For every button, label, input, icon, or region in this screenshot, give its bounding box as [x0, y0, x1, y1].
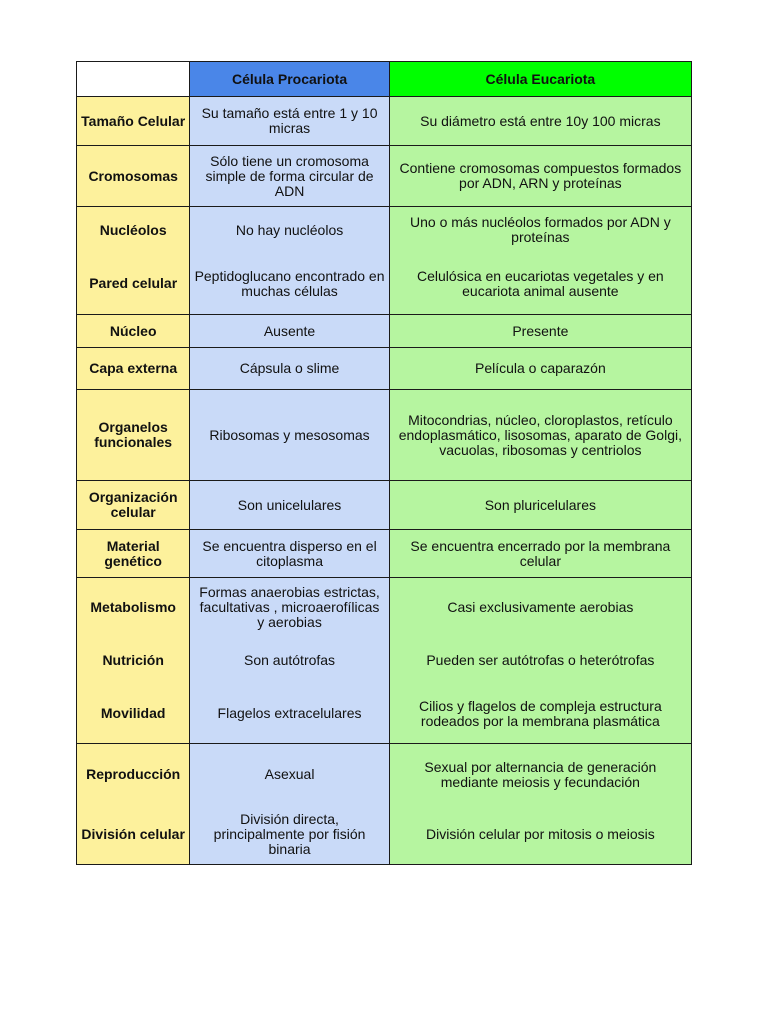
row-label: Cromosomas: [77, 146, 190, 207]
procariota-cell: Flagelos extracelulares: [190, 685, 389, 744]
procariota-cell: Asexual: [190, 744, 389, 806]
header-eucariota: Célula Eucariota: [389, 62, 691, 97]
table-row: [77, 806, 692, 865]
comparison-table: [76, 61, 692, 865]
eucariota-cell: Contiene cromosomas compuestos formados por ADN, ARN y proteínas: [389, 146, 691, 207]
eucariota-cell: Se encuentra encerrado por la membrana celular: [389, 530, 691, 578]
row-label: Movilidad: [77, 685, 190, 744]
header-corner-cell: [77, 62, 190, 97]
row-label: Pared celular: [77, 254, 190, 315]
row-label: Nutrición: [77, 637, 190, 685]
row-label: Metabolismo: [77, 578, 190, 637]
row-label: Capa externa: [77, 348, 190, 390]
row-label: Organelos funcionales: [77, 390, 190, 481]
eucariota-cell: Presente: [389, 315, 691, 348]
table-row: [77, 578, 692, 637]
eucariota-cell: Mitocondrias, núcleo, cloroplastos, retículo endoplasmático, lisosomas, aparato de Golgi, vacuolas, ribosomas y centriolos: [389, 390, 691, 481]
procariota-cell: Son autótrofas: [190, 637, 389, 685]
row-label: Reproducción: [77, 744, 190, 806]
table-row: [77, 744, 692, 806]
table-row: [77, 390, 692, 481]
procariota-cell: Peptidoglucano encontrado en muchas células: [190, 254, 389, 315]
row-label: Tamaño Celular: [77, 97, 190, 146]
eucariota-cell: Son pluricelulares: [389, 481, 691, 530]
row-label: Núcleo: [77, 315, 190, 348]
eucariota-cell: División celular por mitosis o meiosis: [389, 806, 691, 865]
table-row: [77, 685, 692, 744]
eucariota-cell: Pueden ser autótrofas o heterótrofas: [389, 637, 691, 685]
procariota-cell: Su tamaño está entre 1 y 10 micras: [190, 97, 389, 146]
table-row: [77, 637, 692, 685]
header-procariota: Célula Procariota: [190, 62, 389, 97]
procariota-cell: Cápsula o slime: [190, 348, 389, 390]
procariota-cell: Son unicelulares: [190, 481, 389, 530]
eucariota-cell: Su diámetro está entre 10y 100 micras: [389, 97, 691, 146]
procariota-cell: Ribosomas y mesosomas: [190, 390, 389, 481]
table-row: [77, 254, 692, 315]
table-row: [77, 481, 692, 530]
table-header-row: [77, 62, 692, 97]
eucariota-cell: Celulósica en eucariotas vegetales y en eucariota animal ausente: [389, 254, 691, 315]
procariota-cell: Sólo tiene un cromosoma simple de forma circular de ADN: [190, 146, 389, 207]
eucariota-cell: Película o caparazón: [389, 348, 691, 390]
procariota-cell: División directa, principalmente por fisión binaria: [190, 806, 389, 865]
table-row: [77, 97, 692, 146]
eucariota-cell: Casi exclusivamente aerobias: [389, 578, 691, 637]
row-label: Nucléolos: [77, 207, 190, 254]
table-row: [77, 315, 692, 348]
row-label: Material genético: [77, 530, 190, 578]
table-row: [77, 146, 692, 207]
procariota-cell: Formas anaerobias estrictas, facultativas , microaerofílicas y aerobias: [190, 578, 389, 637]
table-row: [77, 530, 692, 578]
procariota-cell: No hay nucléolos: [190, 207, 389, 254]
procariota-cell: Ausente: [190, 315, 389, 348]
table-row: [77, 348, 692, 390]
procariota-cell: Se encuentra disperso en el citoplasma: [190, 530, 389, 578]
eucariota-cell: Uno o más nucléolos formados por ADN y proteínas: [389, 207, 691, 254]
row-label: Organización celular: [77, 481, 190, 530]
table-row: [77, 207, 692, 254]
eucariota-cell: Cilios y flagelos de compleja estructura rodeados por la membrana plasmática: [389, 685, 691, 744]
eucariota-cell: Sexual por alternancia de generación mediante meiosis y fecundación: [389, 744, 691, 806]
row-label: División celular: [77, 806, 190, 865]
